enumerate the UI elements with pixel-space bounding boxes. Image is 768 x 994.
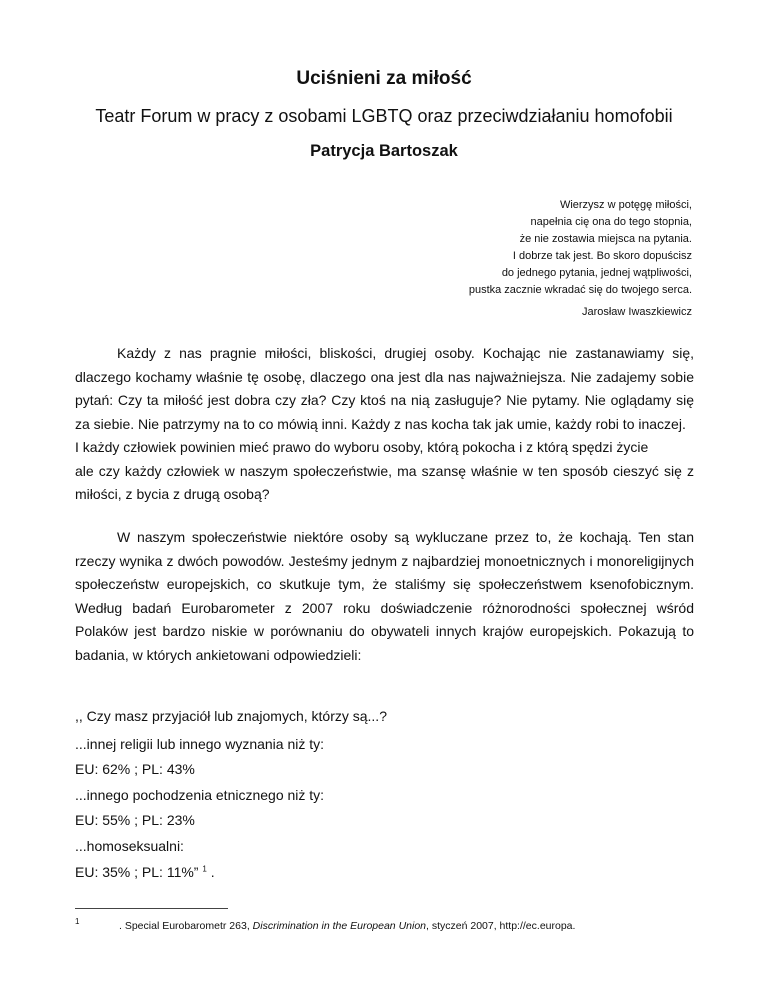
paragraph-society bbox=[75, 526, 694, 667]
epigraph-line: napełnia cię ona do tego stopnia, bbox=[530, 216, 692, 228]
survey-question: ,, Czy masz przyjaciół lub znajomych, którzy są...? bbox=[75, 708, 387, 724]
survey-item-result: EU: 62% ; PL: 43% bbox=[75, 761, 195, 777]
footnote-reference[interactable]: 1 bbox=[202, 864, 207, 874]
paragraph-text: I każdy człowiek powinien mieć prawo do wyboru osoby, którą pokocha i z którą spędzi życie bbox=[75, 439, 649, 455]
paragraph-text: Każdy z nas pragnie miłości, bliskości, drugiej osoby. Kochając nie zastanawiamy się, dlaczego kochamy właśnie tę osobę, dlaczego ona jest dla nas najważniejsza. Nie zadajemy sobie pytań: Czy ta miłość jest dobra czy zła? Czy ktoś na nią zasługuje? Nie pytamy. Nie oglądamy się za siebie. Nie patrzymy na to co mówią inni. Każdy z nas kocha tak jak umie, każdy robi to inaczej. bbox=[75, 345, 694, 432]
survey-item-result: EU: 35% ; PL: 11%” bbox=[75, 864, 199, 880]
survey-item-label: ...innego pochodzenia etnicznego niż ty: bbox=[75, 787, 325, 803]
epigraph-line: że nie zostawia miejsca na pytania. bbox=[519, 233, 692, 245]
document-title: Uciśnieni za miłość bbox=[296, 68, 472, 89]
footnote-number: 1 bbox=[75, 917, 80, 926]
epigraph-line: do jednego pytania, jednej wątpliwości, bbox=[501, 267, 692, 279]
footnote-italic-title: Discrimination in the European Union bbox=[252, 920, 426, 932]
footnote-suffix: , styczeń 2007, http://ec.europa. bbox=[426, 920, 576, 932]
footnote-prefix: . Special Eurobarometr 263, bbox=[119, 920, 253, 932]
epigraph-author: Jarosław Iwaszkiewicz bbox=[581, 306, 692, 318]
survey-item-label: ...innej religii lub innego wyznania niż ty: bbox=[75, 736, 325, 752]
document-author: Patrycja Bartoszak bbox=[310, 142, 458, 160]
document-subtitle: Teatr Forum w pracy z osobami LGBTQ oraz przeciwdziałaniu homofobii bbox=[95, 106, 673, 126]
epigraph-line: Wierzysz w potęgę miłości, bbox=[559, 199, 692, 211]
survey-item-result: EU: 55% ; PL: 23% bbox=[75, 812, 195, 828]
epigraph-line: I dobrze tak jest. Bo skoro dopuścisz bbox=[512, 250, 692, 262]
footnote-separator bbox=[75, 908, 228, 909]
survey-item-label: ...homoseksualni: bbox=[75, 838, 184, 854]
paragraph-text: W naszym społeczeństwie niektóre osoby są wykluczane przez to, że kochają. Ten stan rzeczy wynika z dwóch powodów. Jesteśmy jednym z najbardziej monoetnicznych i monoreligijnych społeczeństw europejskich, co skutkuje tym, że staliśmy się społeczeństwem ksenofobicznym. Według badań Eurobarometer z 2007 roku doświadczenie różnorodności społecznej wśród Polaków jest bardzo niskie w porównaniu do obywateli innych krajów europejskich. Pokazują to badania, w których ankietowani odpowiedzieli: bbox=[75, 529, 694, 663]
epigraph-line: pustka zacznie wkradać się do twojego serca. bbox=[468, 284, 692, 296]
epigraph bbox=[332, 197, 692, 299]
paragraph-love bbox=[75, 342, 694, 507]
survey-end-mark: . bbox=[210, 864, 215, 880]
survey-last-result bbox=[75, 864, 215, 880]
paragraph-text: ale czy każdy człowiek w naszym społeczeństwie, ma szansę właśnie w ten sposób cieszyć się z miłości, z bycia z drugą osobą? bbox=[75, 462, 694, 502]
footnote-text bbox=[119, 920, 575, 932]
